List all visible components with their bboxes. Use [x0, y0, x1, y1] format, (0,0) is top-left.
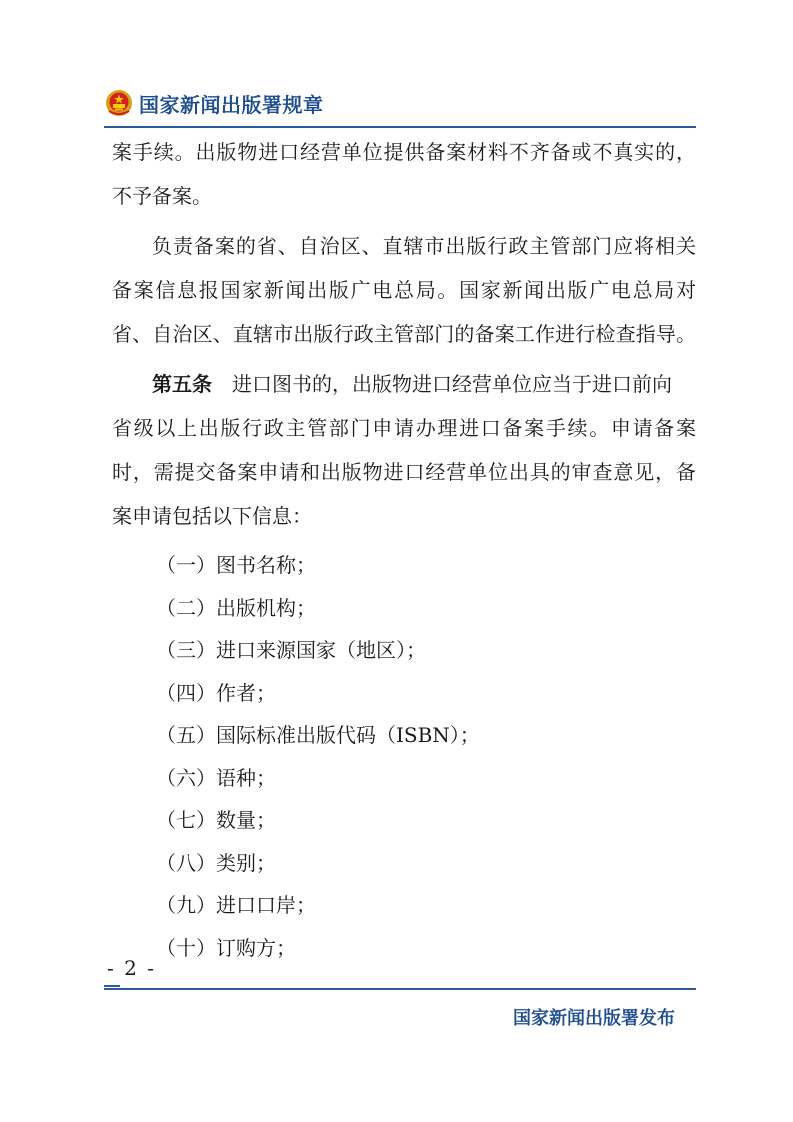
list-item: （九）进口口岸； — [156, 893, 316, 917]
paragraph-line: 时，需提交备案申请和出版物进口经营单位出具的审查意见，备 — [112, 460, 696, 484]
list-item: （五）国际标准出版代码（ISBN）； — [156, 723, 480, 747]
paragraph-line: 负责备案的省、自治区、直辖市出版行政主管部门应将相关 — [152, 234, 696, 258]
list-item: （七）数量； — [156, 808, 276, 832]
footer-rule — [104, 988, 696, 990]
header-rule — [104, 126, 696, 128]
list-item: （二）出版机构； — [156, 595, 316, 620]
paragraph-line: 备案信息报国家新闻出版广电总局。国家新闻出版广电总局对 — [112, 278, 696, 302]
list-item: （四）作者； — [156, 680, 276, 705]
footer-publisher: 国家新闻出版署发布 — [513, 1008, 675, 1029]
footer-rule-tick — [104, 985, 120, 987]
paragraph-line: 省、自治区、直辖市出版行政主管部门的备案工作进行检查指导。 — [112, 322, 696, 346]
article-text: 进口图书的，出版物进口经营单位应当于进口前向 — [232, 372, 672, 396]
list-item: （八）类别； — [156, 850, 276, 875]
paragraph-line: 不予备案。 — [112, 184, 212, 208]
document-body — [112, 130, 696, 969]
list-item: （三）进口来源国家（地区）； — [156, 638, 426, 662]
paragraph-line: 省级以上出版行政主管部门申请办理进口备案手续。申请备案 — [112, 416, 696, 440]
page-number: - 2 - — [107, 956, 156, 980]
national-emblem-icon — [105, 89, 133, 117]
list-item: （十）订购方； — [156, 935, 296, 960]
paragraph-line: 案手续。出版物进口经营单位提供备案材料不齐备或不真实的， — [112, 140, 696, 164]
article-number: 第五条 — [152, 372, 212, 396]
list-item: （一）图书名称； — [156, 553, 316, 577]
paragraph-line: 案申请包括以下信息： — [112, 504, 312, 528]
header-title: 国家新闻出版署规章 — [139, 92, 324, 117]
page-header — [105, 86, 324, 120]
list-item: （六）语种； — [156, 765, 276, 790]
article-first-line — [112, 362, 696, 406]
